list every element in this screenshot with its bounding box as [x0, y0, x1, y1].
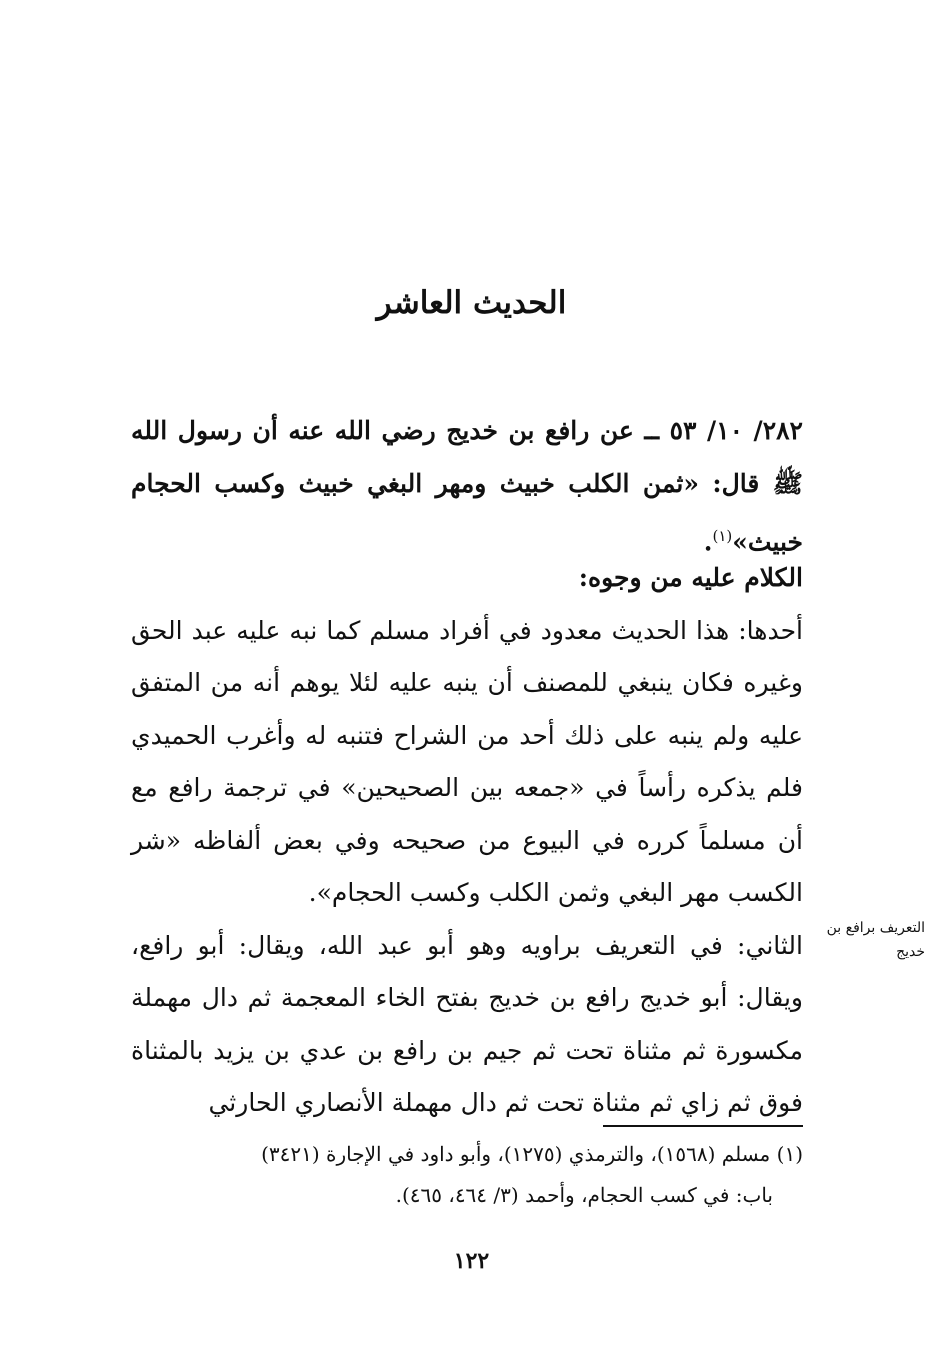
- hadith-text: [131, 405, 803, 569]
- hadith-body: ٢٨٢/ ١٠/ ٥٣ ــ عن رافع بن خديج رضي الله عنه أن رسول الله ﷺ قال: «ثمن الكلب خبيث ومهر البغي خبيث وكسب الحجام خبيث»: [131, 416, 803, 557]
- chapter-heading: الحديث العاشر: [376, 285, 567, 321]
- footnote-reference: (١): [712, 527, 733, 545]
- hadith-end: .: [703, 527, 713, 557]
- footnote-line-1: (١) مسلم (١٥٦٨)، والترمذي (١٢٧٥)، وأبو داود في الإجارة (٣٤٢١): [261, 1142, 803, 1166]
- page-number: ١٢٢: [453, 1248, 490, 1274]
- margin-note: التعريف برافع بن خديج: [826, 920, 925, 960]
- commentary-intro: الكلام عليه من وجوه:: [578, 563, 803, 592]
- footnote-divider: [603, 1125, 803, 1127]
- commentary: [131, 552, 803, 1130]
- second-point-paragraph: الثاني: في التعريف براويه وهو أبو عبد الله، ويقال: أبو رافع، ويقال: أبو خديج رافع بن خديج بفتح الخاء المعجمة ثم دال مهملة مكسورة ثم مثناة تحت ثم جيم بن رافع بن عدي بن يزيد بالمثناة فوق ثم زاي ثم مثناة تحت ثم دال مهملة الأنصاري الحارثي: [131, 930, 803, 1117]
- footnote-line-2: باب: في كسب الحجام، وأحمد (٣/ ٤٦٤، ٤٦٥).: [395, 1183, 773, 1207]
- first-point-paragraph: أحدها: هذا الحديث معدود في أفراد مسلم كما نبه عليه عبد الحق وغيره فكان ينبغي للمصنف أن ينبه عليه لئلا يوهم أنه من المتفق عليه ولم ينبه على ذلك أحد من الشراح فتنبه له وأغرب الحميدي فلم يذكره رأساً في «جمعه بين الصحيحين» في ترجمة رافع مع أن مسلماً كرره في البيوع من صحيحه وفي بعض ألفاظه «شر الكسب مهر البغي وثمن الكلب وكسب الحجام».: [131, 615, 803, 907]
- footnote: [131, 1134, 803, 1216]
